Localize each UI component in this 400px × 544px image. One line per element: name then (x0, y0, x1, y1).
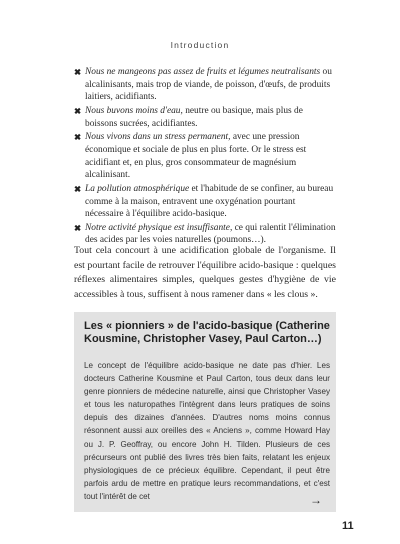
bullet-text: ce qui ralentit l'élimination des acides par les voies naturelles (poumons…). (85, 222, 336, 246)
bullet-text: neutre ou basique, mais plus de boissons sucrées, acidifiantes. (85, 105, 303, 129)
running-header: Introduction (170, 40, 230, 50)
cross-bullet-icon: ✖ (74, 132, 82, 143)
bullet-item (74, 66, 336, 104)
cross-bullet-icon: ✖ (74, 183, 82, 194)
bullet-emphasis: La pollution atmosphérique (85, 183, 190, 194)
continue-arrow-icon: → (310, 493, 322, 507)
bullet-text: et l'habitude de se confiner, au bureau comme à la maison, entravent une oxygénation pourtant nécessaire à l'équilibre acido-basique. (85, 183, 334, 220)
bullet-text: avec une pression économique et sociale de plus en plus forte. Or le stress est acidifiant et, en plus, gros consommateur de magnésium alcalinisant. (85, 132, 307, 181)
bullet-emphasis: Notre activité physique est insuffisante, (85, 222, 233, 233)
bullet-text: ou alcalinisants, mais trop de viande, de poisson, d'œufs, de produits laitiers, acidifiants. (85, 67, 332, 103)
page-number: 11 (342, 520, 354, 532)
body-paragraph: Tout cela concourt à une acidification globale de l'organisme. Il est pourtant facile de retrouver l'équilibre acido-basique : quelques réflexes alimentaires simples, quelques gestes d'hygiène de vie accessibles à tous, suffisent à nous ramener dans « les clous ». (74, 245, 336, 300)
box-title: Les « pionniers » de l'acido-basique (Catherine Kousmine, Christopher Vasey, Paul Carton…) (84, 320, 330, 346)
bullet-emphasis: Nous buvons moins d'eau, (85, 105, 183, 116)
bullet-item (74, 105, 336, 130)
bullet-item (74, 183, 336, 221)
bullet-emphasis: Nous ne mangeons pas assez de fruits et légumes neutralisants (85, 67, 321, 77)
cross-bullet-icon: ✖ (74, 105, 82, 116)
bullet-list (74, 66, 336, 248)
sidebar-box (74, 312, 336, 512)
cross-bullet-icon: ✖ (74, 67, 82, 77)
bullet-emphasis: Nous vivons dans un stress permanent, (85, 132, 231, 143)
box-text: Le concept de l'équilibre acido-basique ne date pas d'hier. Les docteurs Catherine Kousmine et Paul Carton, tous deux dans leur genre pionniers de médecine naturelle, ainsi que Christopher Vasey et tous les naturopathes l'intègrent dans leurs pratiques de soins depuis des dizaines d'années. D'autres noms moins connus résonnent aussi aux oreilles des « Anciens », comme Howard Hay ou J. P. Geoffray, ou encore John H. Tilden. Plusieurs de ces précurseurs ont publié des livres très bien faits, relatant les enjeux physiologiques de ce précieux équilibre. Cependant, il peut être parfois ardu de mettre en pratique leurs recommandations, et c'est tout l'intérêt de cet (84, 361, 330, 501)
cross-bullet-icon: ✖ (74, 222, 82, 233)
bullet-item (74, 131, 336, 181)
